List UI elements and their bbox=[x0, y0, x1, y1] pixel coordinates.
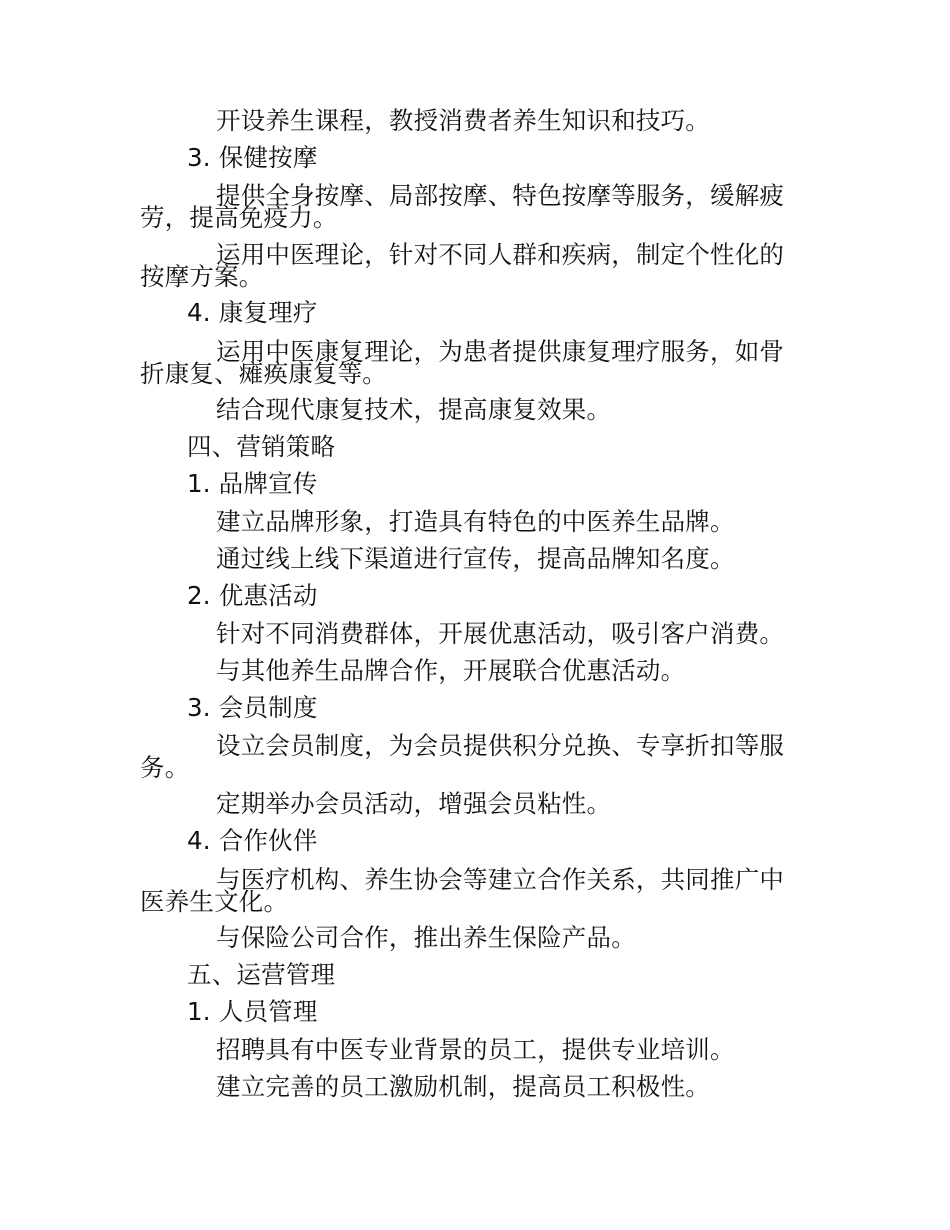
paragraph-membership-system: 设立会员制度，为会员提供积分兑换、专享折扣等服务。 bbox=[140, 731, 785, 782]
heading-rehab: 4. 康复理疗 bbox=[187, 298, 318, 327]
paragraph-rehab-tech: 结合现代康复技术，提高康复效果。 bbox=[216, 395, 612, 424]
paragraph-staff-hiring: 招聘具有中医专业背景的员工，提供专业培训。 bbox=[216, 1035, 735, 1064]
heading-discount: 2. 优惠活动 bbox=[187, 581, 318, 610]
paragraph-partners-medical: 与医疗机构、养生协会等建立合作关系，共同推广中医养生文化。 bbox=[140, 865, 785, 916]
paragraph-discount-groups: 针对不同消费群体，开展优惠活动，吸引客户消费。 bbox=[216, 619, 785, 648]
heading-staff: 1. 人员管理 bbox=[187, 997, 318, 1026]
paragraph-partners-insurance: 与保险公司合作，推出养生保险产品。 bbox=[216, 923, 636, 952]
paragraph-discount-joint: 与其他养生品牌合作，开展联合优惠活动。 bbox=[216, 656, 686, 685]
section-heading-marketing: 四、营销策略 bbox=[187, 432, 336, 461]
paragraph-staff-incentive: 建立完善的员工激励机制，提高员工积极性。 bbox=[216, 1072, 710, 1101]
paragraph-brand-image: 建立品牌形象，打造具有特色的中医养生品牌。 bbox=[216, 507, 735, 536]
paragraph-course: 开设养生课程，教授消费者养生知识和技巧。 bbox=[216, 106, 710, 135]
paragraph-massage-plan: 运用中医理论，针对不同人群和疾病，制定个性化的按摩方案。 bbox=[140, 240, 785, 291]
section-heading-operations: 五、运营管理 bbox=[187, 960, 336, 989]
heading-membership: 3. 会员制度 bbox=[187, 693, 318, 722]
paragraph-membership-events: 定期举办会员活动，增强会员粘性。 bbox=[216, 789, 612, 818]
heading-massage: 3. 保健按摩 bbox=[187, 143, 318, 172]
paragraph-brand-promo: 通过线上线下渠道进行宣传，提高品牌知名度。 bbox=[216, 544, 735, 573]
heading-brand: 1. 品牌宣传 bbox=[187, 469, 318, 498]
paragraph-massage-services: 提供全身按摩、局部按摩、特色按摩等服务，缓解疲劳，提高免疫力。 bbox=[140, 181, 785, 232]
paragraph-rehab-services: 运用中医康复理论，为患者提供康复理疗服务，如骨折康复、瘫痪康复等。 bbox=[140, 337, 785, 388]
heading-partners: 4. 合作伙伴 bbox=[187, 826, 318, 855]
